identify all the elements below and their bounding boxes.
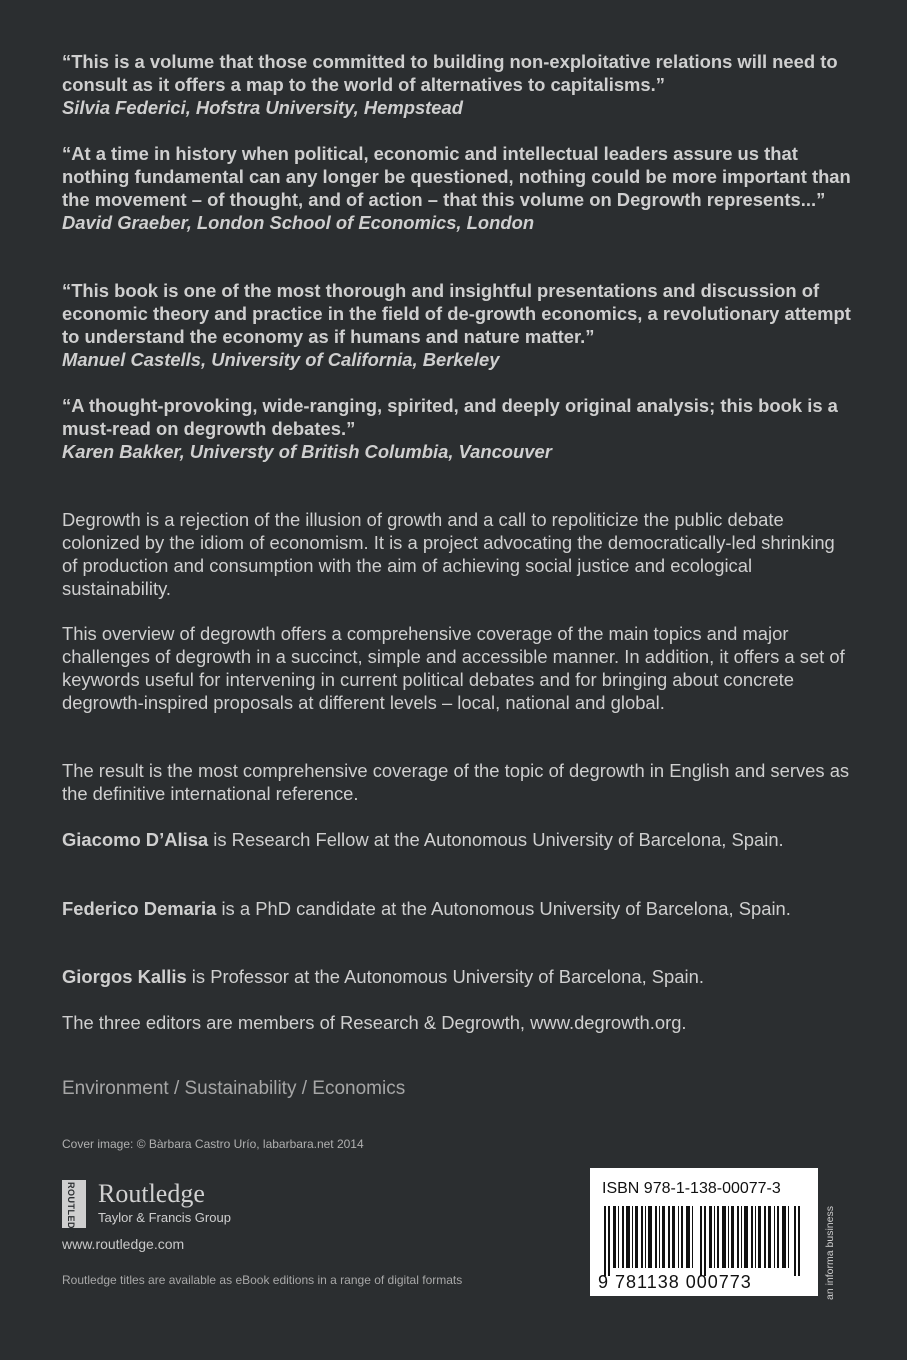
publisher-url: www.routledge.com [62,1236,185,1252]
editor-bio: is a PhD candidate at the Autonomous University of Barcelona, Spain. [216,898,791,919]
subject-categories: Environment / Sustainability / Economics [62,1078,406,1099]
ebook-note: Routledge titles are available as eBook editions in a range of digital formats [62,1273,463,1287]
quote-attribution: Silvia Federici, Hofstra University, Hempstead [62,97,463,118]
description-paragraph-1: Degrowth is a rejection of the illusion of growth and a call to repoliticize the public debate colonized by the idiom of economism. It is a project advocating the democratically-led shrinking of production and consumption with the aim of achieving social justice and ecological sustainability. [62,509,835,599]
description-paragraph-2: This overview of degrowth offers a comprehensive coverage of the main topics and major challenges of degrowth in a succinct, simple and accessible manner. In addition, it offers a set of keywords useful for intervening in current political debates and for bringing about concrete degrowth-inspired proposals at different levels – local, national and global. [62,623,845,713]
quote-text: “At a time in history when political, economic and intellectual leaders assure us that nothing fundamental can any longer be questioned, nothing could be more important than the movement – of thought, and of action – that this volume on Degrowth represents...” [62,143,851,210]
editor-bio-3 [62,965,852,988]
logo-mark-text: ROUTLEDGE [66,1182,76,1244]
editor-name: Giorgos Kallis [62,966,187,987]
editor-bio: is Professor at the Autonomous University of Barcelona, Spain. [186,966,704,987]
quote-attribution: David Graeber, London School of Economics, London [62,212,535,233]
quote-3 [62,279,852,371]
publisher-name: Routledge [98,1179,205,1208]
editor-bio: is Research Fellow at the Autonomous University of Barcelona, Spain. [208,829,784,850]
editor-name: Giacomo D’Alisa [62,829,209,850]
editor-bio-1 [62,828,852,851]
quote-text: “This book is one of the most thorough and insightful presentations and discussion of economic theory and practice in the field of de-growth economics, a revolutionary attempt to understand the economy as if humans and nature matter.” [62,280,851,347]
description-paragraph-3: The result is the most comprehensive coverage of the topic of degrowth in English and serves as the definitive international reference. [62,760,850,804]
cover-image-credit: Cover image: © Bàrbara Castro Urío, labarbara.net 2014 [62,1137,364,1151]
editors-note: The three editors are members of Research & Degrowth, www.degrowth.org. [62,1012,687,1033]
editor-name: Federico Demaria [62,898,217,919]
isbn-number: ISBN 978-1-138-00077-3 [602,1180,781,1197]
quote-1 [62,50,852,119]
barcode-bars [598,1206,810,1276]
publisher-group: Taylor & Francis Group [98,1210,231,1225]
quote-attribution: Karen Bakker, Universty of British Columbia, Vancouver [62,441,552,462]
routledge-logo-icon [62,1180,86,1244]
informa-business-label: an informa business [824,1206,836,1300]
barcode-digits: 9 781138 000773 [598,1272,752,1292]
editor-bio-2 [62,897,852,920]
quote-text: “A thought-provoking, wide-ranging, spirited, and deeply original analysis; this book is a must-read on degrowth debates.” [62,395,838,439]
quote-4 [62,394,852,463]
quote-2 [62,142,852,234]
quote-attribution: Manuel Castells, University of California, Berkeley [62,349,500,370]
quote-text: “This is a volume that those committed to building non-exploitative relations will need to consult as it offers a map to the world of alternatives to capitalisms.” [62,51,838,95]
isbn-barcode [590,1168,818,1296]
